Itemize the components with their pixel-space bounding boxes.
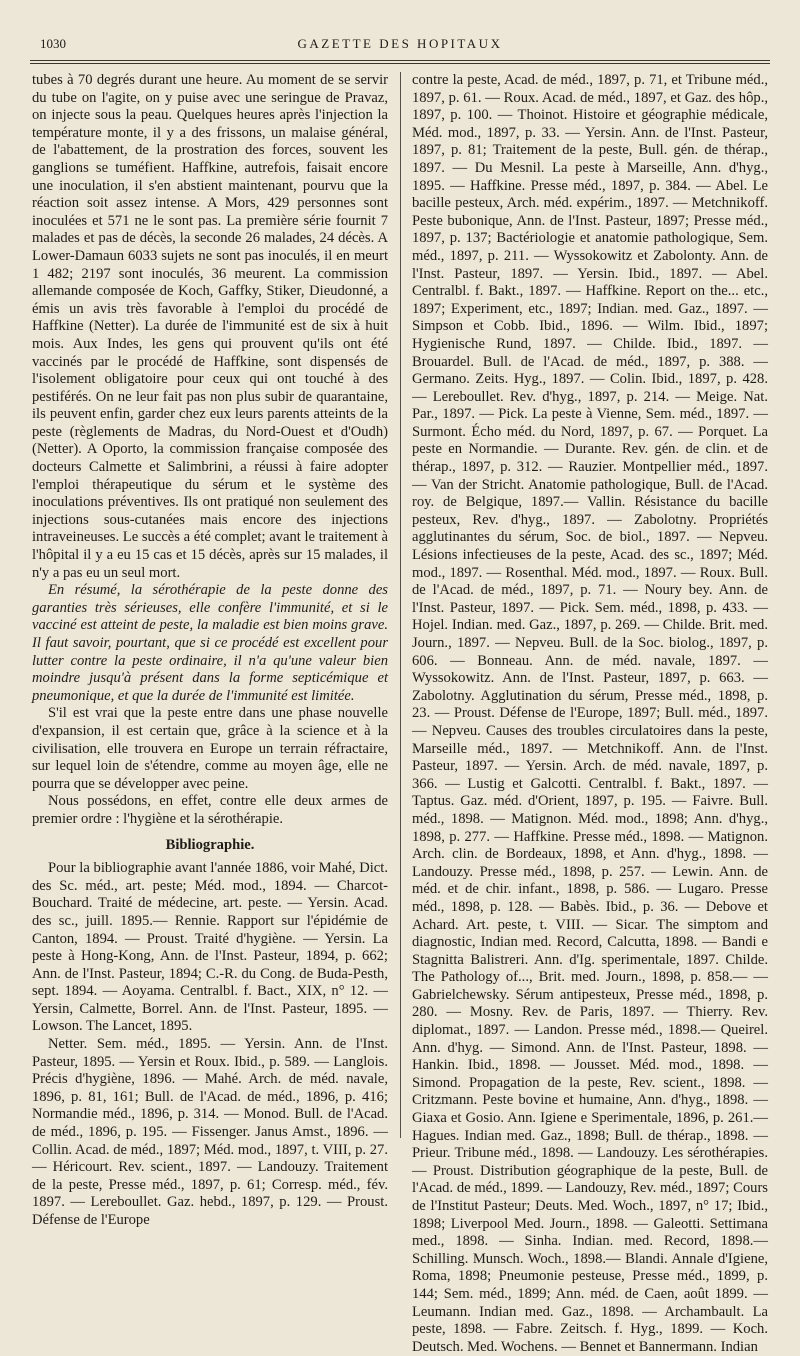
summary-paragraph: En résumé, la sérothérapie de la peste donne des garanties très sérieuses, elle confère l'immunité, et si le vacciné est atteint de peste, la maladie est bien moins grave. Il faut savoir, pourtant, que si ce procédé est excellent pour lutter contre la peste ordinaire, il n'a qu'une valeur bien moindre jusqu'à présent dans la forme septicémique et pneumonique, et que la durée de l'immunité est limitée. (32, 582, 388, 704)
header-rule (30, 60, 770, 61)
column-divider (400, 72, 401, 1138)
bibliography-paragraph: Netter. Sem. méd., 1895. — Yersin. Ann. de l'Inst. Pasteur, 1895. — Yersin et Roux. Ibid., p. 589. — Langlois. Précis d'hygiène, 1896. — Mahé. Arch. de méd. navale, 1896, p. 81, 161; Bull. de l'Acad. de méd., 1896, p. 416; Normandie méd., 1896, p. 314. — Monod. Bull. de l'Acad. de méd., 1896, p. 195. — Fissenger. Janus Amst., 1896. — Collin. Acad. de méd., 1897; Méd. mod., 1897, t. VIII, p. 27. — Héricourt. Rev. scient., 1897. — Landouzy. Traitement de la peste, Presse méd., 1897, p. 61; Corresp. méd., fév. 1897. — Lereboullet. Gaz. hebd., 1897, p. 129. — Proust. Défense de l'Europe (32, 1036, 388, 1228)
bibliography-paragraph: contre la peste, Acad. de méd., 1897, p. 71, et Tribune méd., 1897, p. 61. — Roux. Acad. de méd., 1897, et Gaz. des hôp., 1897, p. 100. — Thoinot. Histoire et géographie médicale, Méd. mod., 1897, p. 33. — Yersin. Ann. de l'Inst. Pasteur, 1897, p. 81; Traitement de la peste, Bull. gén. de thérap., 1897. — Du Mesnil. La peste à Marseille, Ann. d'hyg., 1895. — Haffkine. Presse méd., 1897, p. 384. — Abel. Le bacille pesteux, Arch. méd. expérim., 1897. — Metchnikoff. Peste bubonique, Ann. de l'Inst. Pasteur, 1897; Presse méd., 1897, p. 137; Bactériologie et anatomie pathologique, Sem. méd., 1897, p. 211. — Wyssokowitz et Zabolonty. Ann. de l'Inst. Pasteur, 1897. — Yersin. Ibid., 1897. — Abel. Centralbl. f. Bakt., 1897. — Haffkine. Report on the... etc., 1897; Experiment, etc., 1897; Indian. med. Gaz., 1897. — Simpson et Cobb. Ibid., 1896. — Wilm. Ibid., 1897; Hygienische Rund, 1897. — Childe. Ibid., 1897. — Brouardel. Bull. de l'Acad. de méd., 1897, p. 388. — Germano. Zeits. Hyg., 1897. — Colin. Ibid., 1897, p. 428. — Lereboullet. Rev. d'hyg., 1897, p. 214. — Meige. Nat. Par., 1897. — Pick. La peste à Vienne, Sem. méd., 1897. — Surmont. Écho méd. du Nord, 1897, p. 67. — Porquet. La peste en Normandie. — Durante. Rev. gén. de clin. et de thérap., 1897, p. 312. — Rauzier. Montpellier méd., 1897. — Van der Stricht. Anatomie pathologique, Bull. de l'Acad. roy. de Belgique, 1897.— Vallin. Résistance du bacille pesteux, Rev. d'hyg., 1897. — Zabolotny. Propriétés agglutinantes du sérum, Soc. de biol., 1897. — Nepveu. Lésions infectieuses de la peste, Acad. des sc., 1897; Méd. mod., 1897. — Rosenthal. Méd. mod., 1897. — Roux. Bull. de l'Acad. de méd., 1897, p. 71. — Noury bey. Ann. de l'Inst. Pasteur, 1897. — Pick. Sem. méd., 1898, p. 433. — Hojel. Indian. med. Gaz., 1897, p. 269. — Childe. Brit. med. Journ., 1897. — Nepveu. Bull. de la Soc. biolog., 1897, p. 606. — Bonneau. Ann. de méd. navale, 1897. — Wyssokowitz. Ann. de l'Inst. Pasteur, 1897, p. 663. — Zabolotny. Agglutination du sérum, Presse méd., 1898, p. 23. — Proust. Défense de l'Europe, 1897; Bull. méd., 1897. — Nepveu. Causes des troubles circulatoires dans la peste, Marseille méd., 1897. — Metchnikoff. Ann. de l'Inst. Pasteur, 1897. — Yersin. Arch. de méd. navale, 1897, p. 366. — Lustig et Galcotti. Centralbl. f. Bakt., 1897. — Taptus. Gaz. méd. d'Orient, 1897, p. 195. — Faivre. Bull. méd., 1898. — Matignon. Méd. mod., 1898; Ann. d'hyg., 1898, p. 277. — Haffkine. Presse méd., 1898. — Matignon. Arch. clin. de Bordeaux, 1898, et Ann. d'hyg., 1898. — Landouzy. Presse méd., 1898, p. 257. — Lewin. Ann. de méd. et de chir. infant., 1898, p. 586. — Lugaro. Presse méd., 1898, p. 128. — Babès. Ibid., p. 36. — Debove et Achard. Art. peste, t. VIII. — Sicar. The simptom and diagnostic, Indian med. Record, Calcutta, 1898. — Bandi e Stagnitta Balistreri. Ann. d'Ig. sperimentale, 1897. Childe. The Pathology of..., Brit. med. Journ., 1898, p. 858.— — Gabrielchewsky. Sérum antipesteux, Presse méd., 1898, p. 280. — Mosny. Rev. de Paris, 1897. — Thierry. Rev. diplomat., 1897. — Landon. Presse méd., 1898.— Queirel. Ann. d'hyg. — Simond. Ann. de l'Inst. Pasteur, 1898. — Hankin. Ibid., 1898. — Jousset. Méd. mod., 1898. — Simond. Propagation de la peste, Rev. scient., 1898. — Critzmann. Peste bovine et humaine, Ann. d'hyg., 1898. — Giaxa et Gosio. Ann. Igiene e Sperimentale, 1896, p. 261.— Hagues. Indian med. Gaz., 1898; Bull. de thérap., 1898. — Prieur. Tribune méd., 1898. — Landouzy. Les sérothérapies. — Proust. Distribution géographique de la peste, Bull. de l'Acad. de méd., 1899. — Landouzy, Rev. méd., 1897; Cours de l'Institut Pasteur; Deuts. Med. Woch., 1897, n° 17; Ibid., 1898; Liverpool Med. Journ., 1898. — Galeotti. Settimana med., 1898. — Sinha. Indian. med. Record, 1898.—Schilling. Munsch. Woch., 1898.— Blandi. Annale d'Igiene, Roma, 1898; Pneumonie pesteuse, Presse méd., 1899, p. 144; Sem. méd., 1899; Ann. méd. de Caen, août 1899. — Leumann. Indian med. Gaz., 1898. — Archambault. La peste, 1898. — Fabre. Zeitsch. f. Hyg., 1899. — Koch. Deutsch. Med. Wochens. — Bennet et Bannermann. Indian (412, 72, 768, 1355)
paragraph: S'il est vrai que la peste entre dans une phase nouvelle d'expansion, il est certain que, grâce à la science et à la civilisation, elle trouvera en Europe un terrain réfractaire, sur lequel loin de s'étendre, comme au moyen âge, elle ne pourra que se développer avec peine. (32, 705, 388, 792)
page-number: 1030 (40, 36, 66, 51)
bibliography-paragraph: Pour la bibliographie avant l'année 1886, voir Mahé, Dict. des Sc. méd., art. peste; Méd. mod., 1894. — Charcot-Bouchard. Traité de médecine, art. peste. — Yersin. Acad. des sc., juill. 1895.— Rennie. Rapport sur l'épidémie de Canton, 1894. — Proust. Traité d'hygiène. — Yersin. La peste à Hong-Kong, Ann. de l'Inst. Pasteur, 1894, p. 662; Ann. de l'Inst. Pasteur, 1894; C.-R. du Cong. de Buda-Pesth, sept. 1894. — Aoyama. Centralbl. f. Bact., XIX, n° 12. — Yersin, Calmette, Borrel. Ann. de l'Inst. Pasteur, 1895. — Lowson. The Lancet, 1895. (32, 860, 388, 1035)
right-column (412, 72, 768, 1355)
paragraph: Nous possédons, en effet, contre elle deux armes de premier ordre : l'hygiène et la sérothérapie. (32, 793, 388, 827)
section-title: Bibliographie. (165, 836, 255, 853)
page-header (26, 28, 774, 56)
header-rule-second (30, 63, 770, 64)
left-column (32, 72, 388, 1228)
paragraph: tubes à 70 degrés durant une heure. Au moment de se servir du tube on l'agite, on y puise avec une seringue de Pravaz, on injecte sous la peau. Quelques heures après l'injection la température monte, il y a des frissons, un malaise général, de l'abattement, de la prostration des forces, souvent les ganglions se tuméfient. Haffkine, autrefois, faisait encore une inoculation, il s'en abstient maintenant, pourvu que la réaction soit assez intense. A Mors, 429 personnes sont inoculées et 571 ne le sont pas. La première série fournit 7 malades et pas de décès, la seconde 26 malades, 24 décès. A Lower-Damaun 6033 sujets ne sont pas inoculés, il en meurt 1 482; 2197 sont inoculés, 36 meurent. La commission allemande composée de Koch, Gaffky, Stiker, Dieudonné, a émis un avis très favorable à l'emploi du procédé de Haffkine (Netter). La durée de l'immunité est de six à huit mois. Aux Indes, les gens qui prouvent qu'ils ont été vaccinés par le procédé de Haffkine, sont dispensés de l'isolement obligatoire pour ceux qui ont touché à des pestiférés. On ne leur fait pas non plus subir de quarantaine, ils peuvent enfin, garder chez eux leurs parents atteints de la peste (règlements de Madras, du Nord-Ouest et d'Oudh) (Netter). A Oporto, la commission française composée des docteurs Calmette et Salimbrini, a réussi à faire adopter l'emploi thérapeutique du sérum et le système des inoculations préventives. Ils ont pratiqué non seulement des injections sous-cutanées mais encore des injections intraveineuses. Le succès a été complet; avant le traitement à l'hôpital il y a eu 15 cas et 15 décès, après sur 15 malades, il n'y a pas eu un seul mort. (32, 72, 388, 581)
running-title: GAZETTE DES HOPITAUX (297, 36, 503, 51)
